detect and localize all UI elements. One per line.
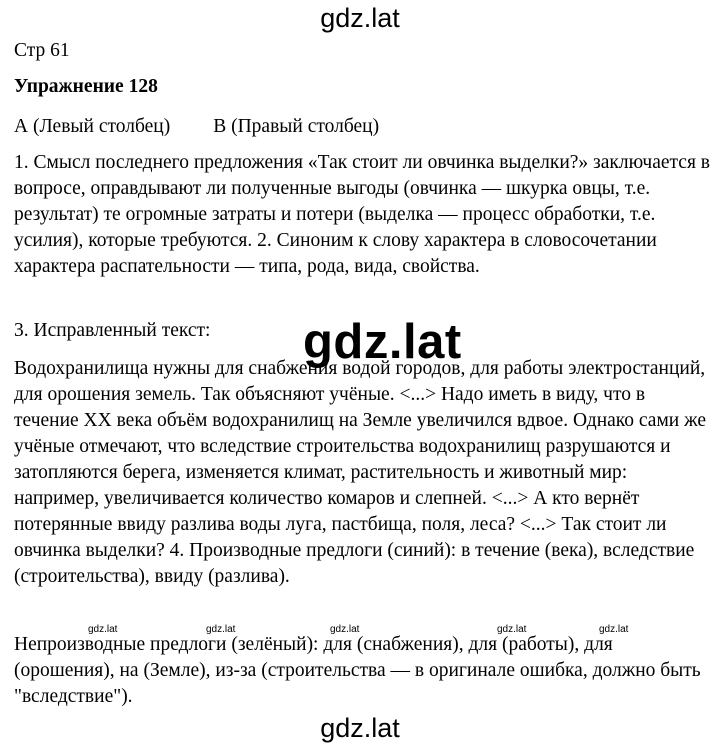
exercise-title: Упражнение 128 [14, 76, 158, 97]
watermark-small: gdz.lat [599, 624, 629, 635]
watermark-small: gdz.lat [497, 624, 527, 635]
answer-paragraph-1: 1. Смысл последнего предложения «Так стоит ли овчинка выделки?» заключается в вопросе, оправдывают ли полученные выгоды (овчинка — шкурка овцы, т.е. результат) те огромные затраты и потери (выделка — процесс обработки, т.е. усилия), которые требуются. 2. Синоним к слову характера в словосочетании характера распательности — типа, рода, вида, свойства. [14, 152, 711, 277]
watermark-small: gdz.lat [88, 624, 118, 635]
watermark-bottom: gdz.lat [320, 713, 400, 743]
watermark-top: gdz.lat [320, 3, 400, 33]
answer-paragraph-2: 3. Исправленный текст: [14, 320, 211, 341]
page-number: Стр 61 [14, 40, 70, 61]
answer-paragraph-3: Водохранилища нужны для снабжения водой городов, для работы электростанций, для орошения земель. Так объясняют учёные. <...> Надо иметь в виду, что в течение XX века объём водохранилищ на Земле увеличился вдвое. Однако сами же учёные отмечают, что вследствие строительства водохранилищ разрушаются и затопляются берега, изменяется климат, растительность и животный мир: например, увеличивается количество комаров и слепней. <...> А кто вернёт потерянные ввиду разлива воды луга, пастбища, поля, леса? <...> Так стоит ли овчинка выделки? 4. Производные предлоги (синий): в течение (века), вследствие (строительства), ввиду (разлива). [14, 358, 706, 587]
watermark-small: gdz.lat [330, 624, 360, 635]
column-headers [14, 114, 714, 140]
column-b-label: В (Правый столбец) [213, 116, 380, 137]
column-a-label: А (Левый столбец) [14, 116, 171, 137]
watermark-middle: gdz.lat [303, 315, 462, 369]
answer-paragraph-4: Непроизводные предлоги (зелёный): для (снабжения), для (работы), для (орошения), на (Земле), из-за (строительства — в оригинале ошибка, должно быть "вследствие"). [14, 634, 701, 707]
watermark-small: gdz.lat [206, 624, 236, 635]
